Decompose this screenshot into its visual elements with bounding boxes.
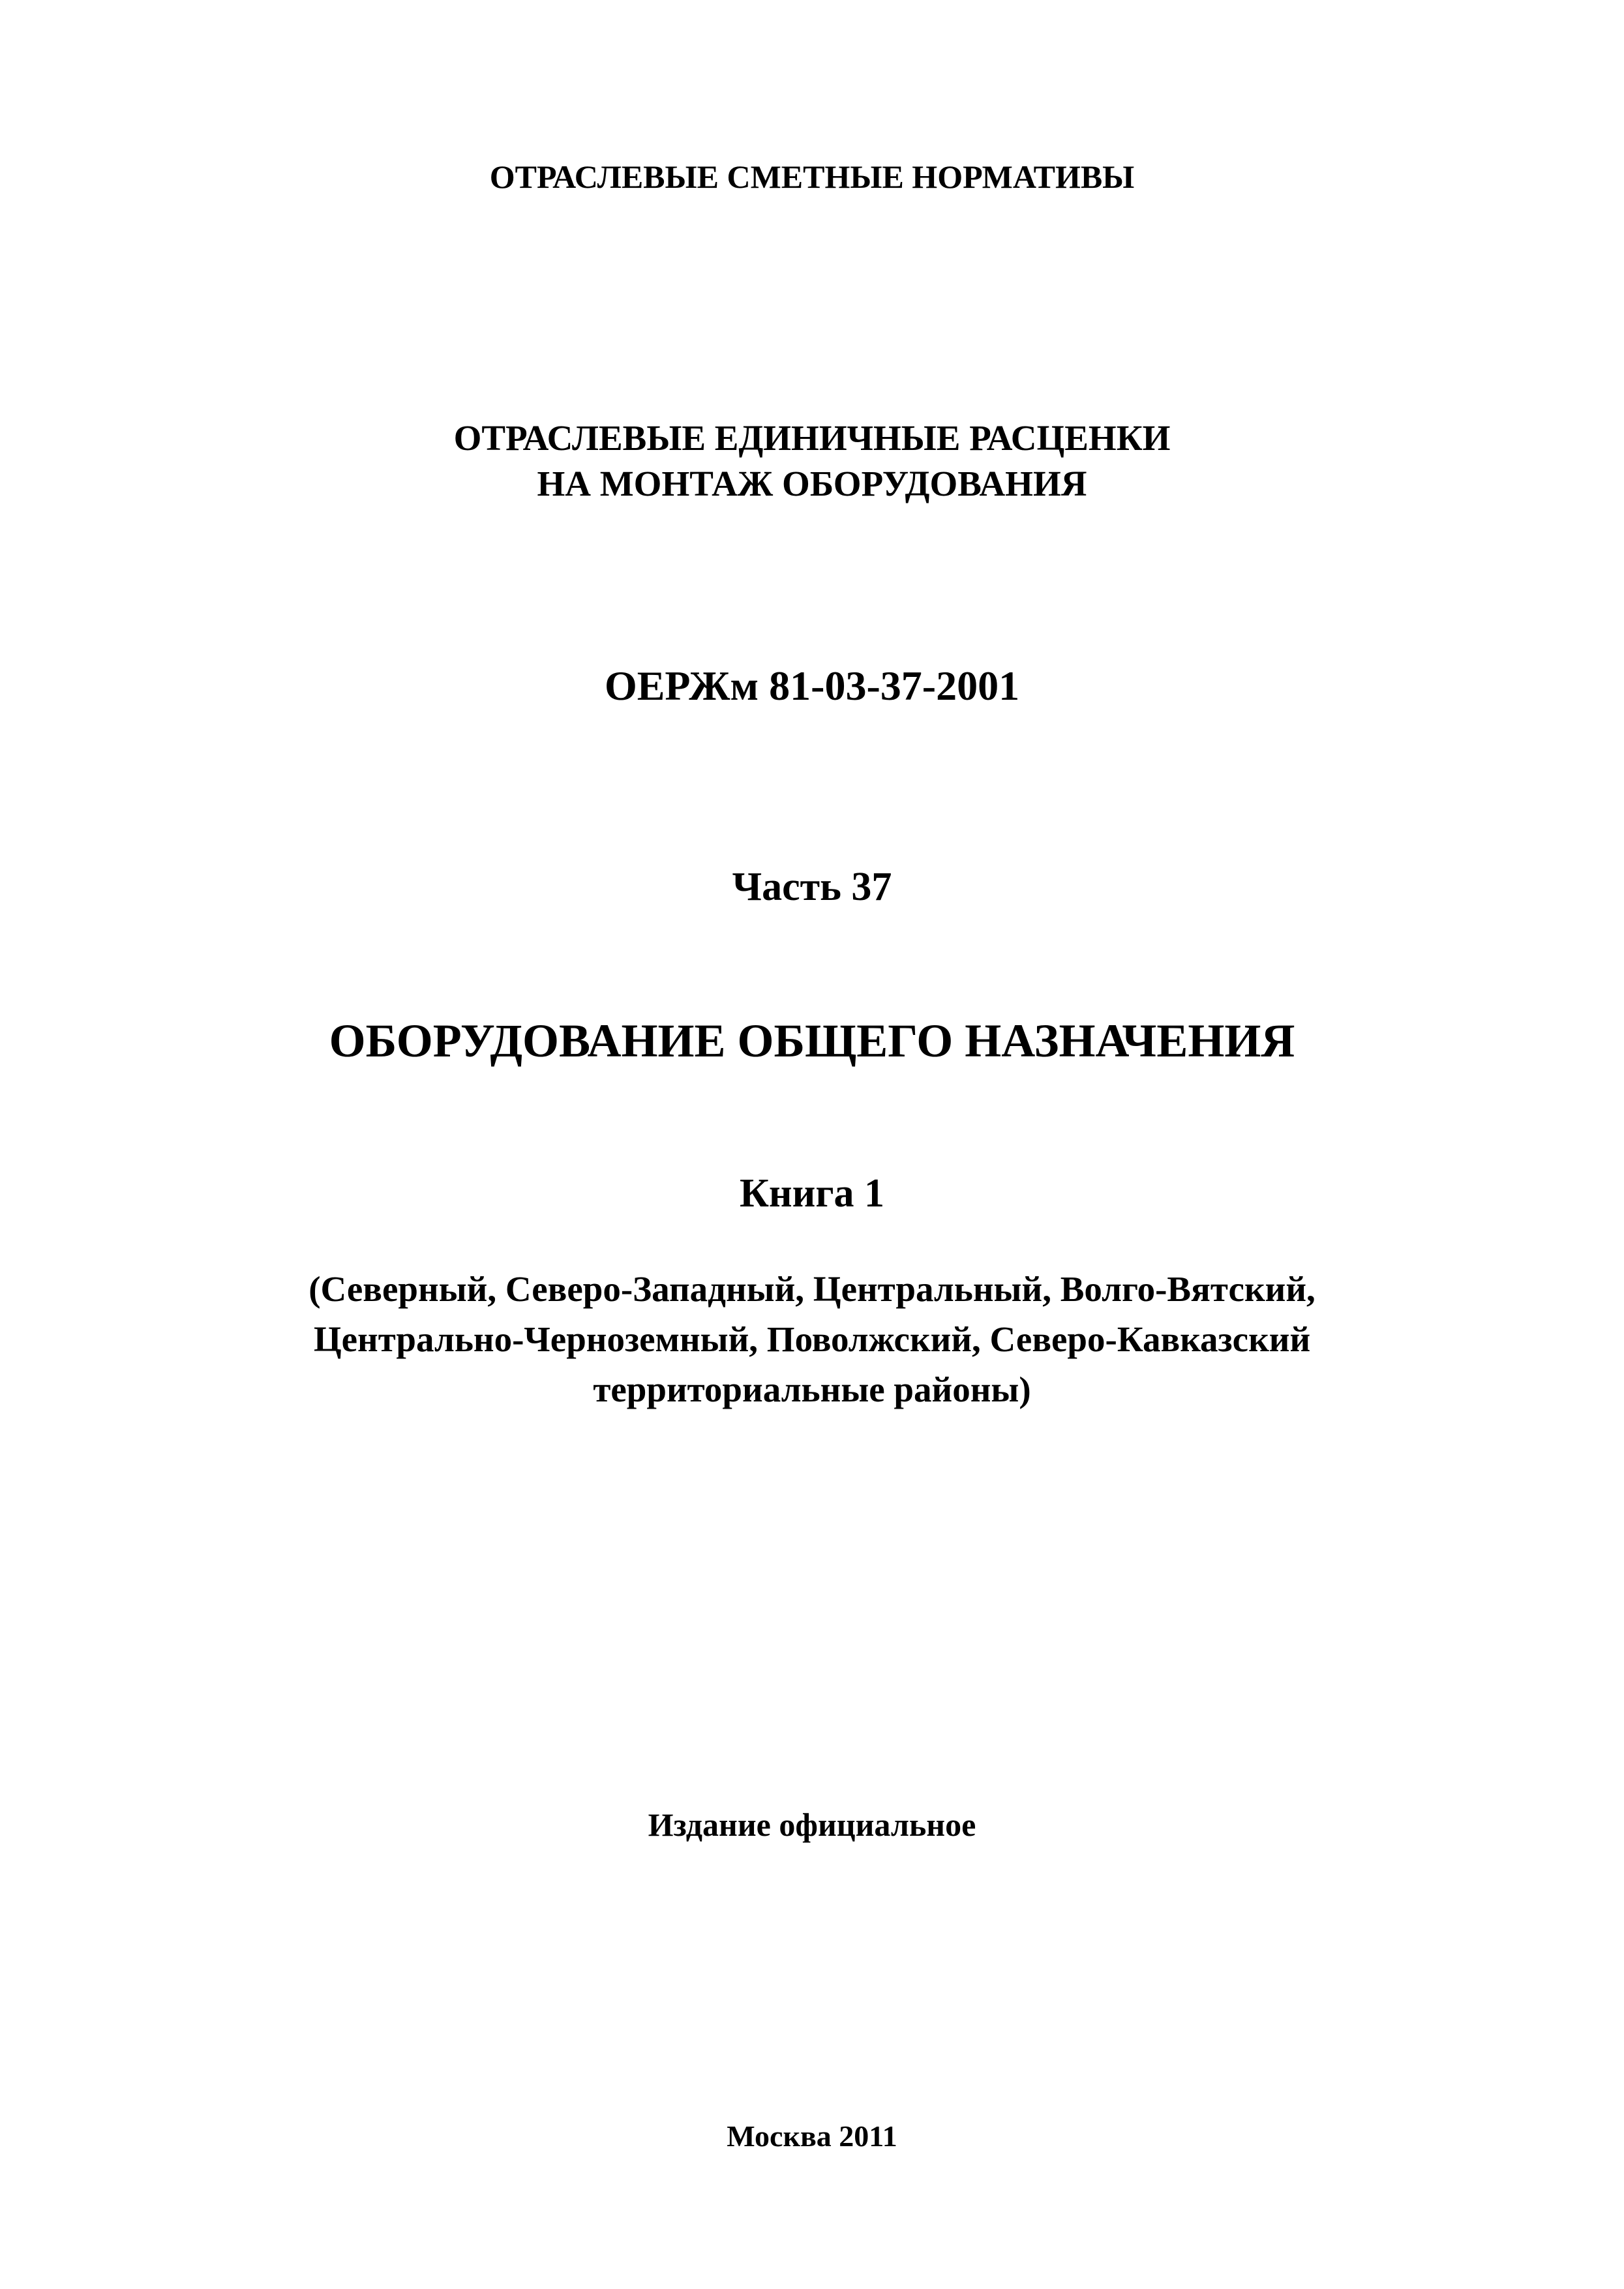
series-heading: ОТРАСЛЕВЫЕ СМЕТНЫЕ НОРМАТИВЫ <box>489 158 1135 195</box>
regions-line-1: (Северный, Северо-Западный, Центральный, Волго-Вятский, <box>308 1269 1316 1309</box>
regions-line-3: территориальные районы) <box>593 1369 1031 1409</box>
document-code: ОЕРЖм 81-03-37-2001 <box>604 663 1020 709</box>
regions-line-2: Центрально-Черноземный, Поволжский, Северо-Кавказский <box>313 1319 1311 1359</box>
document-title-line-1: ОТРАСЛЕВЫЕ ЕДИНИЧНЫЕ РАСЦЕНКИ <box>453 418 1171 458</box>
part-number: Часть 37 <box>732 865 892 909</box>
edition-label: Издание официальное <box>648 1806 976 1843</box>
book-number: Книга 1 <box>739 1171 885 1216</box>
place-and-year: Москва 2011 <box>727 2119 897 2153</box>
subject-title: ОБОРУДОВАНИЕ ОБЩЕГО НАЗНАЧЕНИЯ <box>329 1015 1295 1067</box>
document-title-line-2: НА МОНТАЖ ОБОРУДОВАНИЯ <box>537 464 1087 503</box>
